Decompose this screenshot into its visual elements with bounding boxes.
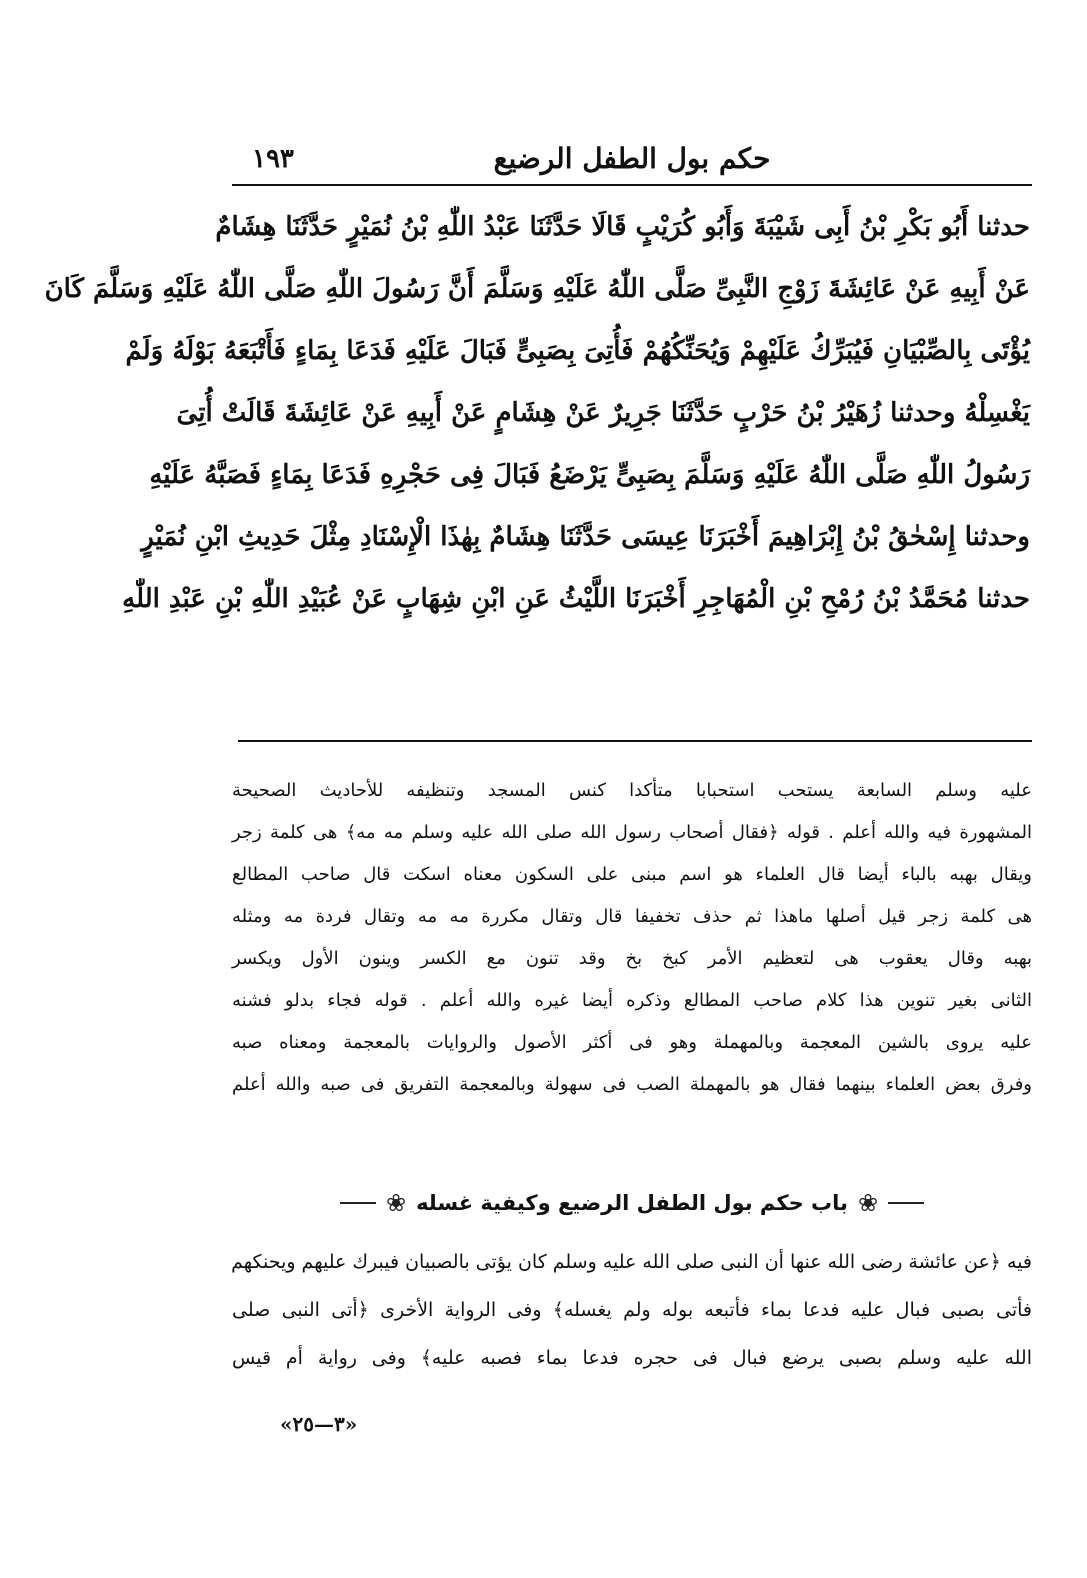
- page-header: [232, 138, 1032, 182]
- hadith-text-block: [44, 196, 1030, 630]
- hadith-line: وحدثنا إِسْحٰقُ بْنُ إِبْرَاهِيمَ أَخْبَرَنَا عِيسَى حَدَّثَنَا هِشَامٌ بِهٰذَا الْإِسْنَادِ مِثْلَ حَدِيثِ ابْنِ نُمَيْرٍ: [141, 522, 1030, 552]
- heading-dash-left: [340, 1202, 376, 1204]
- chapter-line: الله عليه وسلم بصبى يرضع فبال فى حجره فدعا بماء فصبه عليه﴾ وفى رواية أم قيس: [232, 1347, 1032, 1369]
- chapter-heading-text: باب حكم بول الطفل الرضيع وكيفية غسله: [416, 1191, 848, 1215]
- chapter-text-block: [232, 1238, 1032, 1382]
- chapter-line: فيه ﴿عن عائشة رضى الله عنها أن النبى صلى الله عليه وسلم كان يؤتى بالصبيان فيبرك عليهم ويحنكهم: [231, 1251, 1032, 1273]
- header-rule: [232, 184, 1032, 186]
- commentary-line: ويقال بهبه بالباء أيضا قال العلماء هو اسم مبنى على السكون معناه اسكت قال صاحب المطالع: [232, 864, 1032, 885]
- chapter-heading: [232, 1178, 1032, 1228]
- commentary-block: [232, 770, 1032, 1106]
- printer-signature-mark: «٣—٢٥»: [280, 1412, 358, 1436]
- hadith-line: رَسُولُ اللّٰهِ صَلَّى اللّٰهُ عَلَيْهِ وَسَلَّمَ بِصَبِىٍّ يَرْضَعُ فَبَالَ فِى حَجْرِهِ فَدَعَا بِمَاءٍ فَصَبَّهُ عَلَيْهِ: [149, 460, 1030, 490]
- hadith-line: يُؤْتَى بِالصِّبْيَانِ فَيُبَرِّكُ عَلَيْهِمْ وَيُحَنِّكُهُمْ فَأُتِىَ بِصَبِىٍّ فَبَالَ عَلَيْهِ فَدَعَا بِمَاءٍ فَأَتْبَعَهُ بَوْلَهُ وَلَمْ: [125, 336, 1030, 366]
- hadith-line: حدثنا مُحَمَّدُ بْنُ رُمْحِ بْنِ الْمُهَاجِرِ أَخْبَرَنَا اللَّيْثُ عَنِ ابْنِ شِهَابٍ عَنْ عُبَيْدِ اللّٰهِ بْنِ عَبْدِ اللّٰهِ: [122, 584, 1030, 614]
- commentary-line: وفرق بعض العلماء بينهما فقال هو بالمهملة الصب فى سهولة وبالمعجمة التفريق فى صبه والله أعلم: [232, 1074, 1032, 1095]
- commentary-line: هى كلمة زجر قيل أصلها ماهذا ثم حذف تخفيفا قال وتقال مكررة مه مه وتقال فردة مه ومثله: [232, 906, 1032, 927]
- commentary-line: الثانى بغير تنوين هذا كلام صاحب المطالع وذكره أيضا غيره والله أعلم . قوله فجاء بدلو فشنه: [232, 990, 1032, 1011]
- floral-ornament-icon: ❀: [857, 1189, 879, 1217]
- commentary-line: عليه وسلم السابعة يستحب استحبابا متأكدا كنس المسجد وتنظيفه للأحاديث الصحيحة: [232, 780, 1032, 801]
- commentary-line: بهبه وقال يعقوب هى لتعظيم الأمر كبخ بخ وقد تنون مع الكسر وينون الأول ويكسر: [232, 948, 1032, 969]
- hadith-line: حدثنا أَبُو بَكْرِ بْنُ أَبِى شَيْبَةَ وَأَبُو كُرَيْبٍ قَالَا حَدَّثَنَا عَبْدُ اللّٰهِ بْنُ نُمَيْرٍ حَدَّثَنَا هِشَامٌ: [215, 212, 1030, 242]
- commentary-line: عليه يروى بالشين المعجمة وبالمهملة وهو فى أكثر الأصول والروايات بالمعجمة ومعناه صبه: [232, 1032, 1032, 1053]
- floral-ornament-icon: ❀: [385, 1189, 407, 1217]
- hadith-line: عَنْ أَبِيهِ عَنْ عَائِشَةَ زَوْجِ النَّبِىِّ صَلَّى اللّٰهُ عَلَيْهِ وَسَلَّمَ أَنَّ رَسُولَ اللّٰهِ صَلَّى اللّٰهُ عَلَيْهِ وَسَلَّمَ كَانَ: [44, 274, 1030, 304]
- commentary-line: المشهورة فيه والله أعلم . قوله ﴿فقال أصحاب رسول الله صلى الله عليه وسلم مه مه﴾ هى كلمة زجر: [232, 822, 1032, 843]
- hadith-line: يَغْسِلْهُ وحدثنا زُهَيْرُ بْنُ حَرْبٍ حَدَّثَنَا جَرِيرٌ عَنْ هِشَامٍ عَنْ أَبِيهِ عَنْ عَائِشَةَ قَالَتْ أُتِىَ: [176, 398, 1030, 428]
- page-number: ١٩٣: [252, 144, 294, 174]
- heading-dash-right: [888, 1202, 924, 1204]
- page-title: حكم بول الطفل الرضيع: [493, 142, 771, 175]
- section-divider: [238, 740, 1032, 742]
- chapter-line: فأتى بصبى فبال عليه فدعا بماء فأتبعه بوله ولم يغسله﴾ وفى الرواية الأخرى ﴿أتى النبى صلى: [232, 1299, 1032, 1321]
